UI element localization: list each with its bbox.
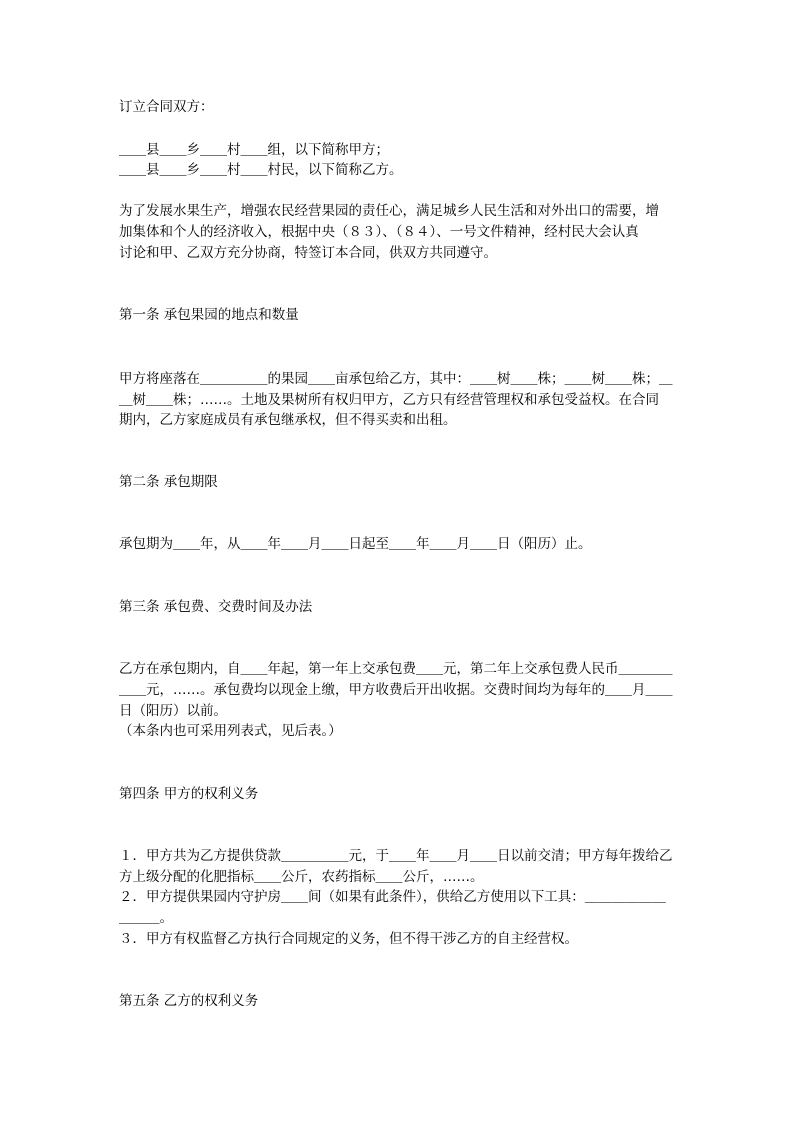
article-2-line: 承包期为＿＿年，从＿＿年＿＿月＿＿日起至＿＿年＿＿月＿＿日（阳历）止。	[119, 536, 592, 552]
article-4-line: ＿＿＿。	[119, 910, 173, 926]
article-2-title: 第二条 承包期限	[119, 474, 218, 490]
article-4-line: ３．甲方有权监督乙方执行合同规定的义务，但不得干涉乙方的自主经营权。	[119, 931, 578, 947]
article-4-line: ２．甲方提供果园内守护房＿＿间（如果有此条件），供给乙方使用以下工具：＿＿＿＿＿＿	[119, 889, 666, 905]
article-3-title: 第三条 承包费、交费时间及办法	[119, 599, 313, 615]
article-4-line: 方上级分配的化肥指标＿＿公斤，农药指标＿＿公斤，……。	[119, 869, 484, 885]
article-1-line: ＿树＿＿株；……。土地及果树所有权归甲方，乙方只有经营管理权和承包受益权。在合同	[119, 392, 659, 408]
article-4-line: １．甲方共为乙方提供贷款＿＿＿＿＿元，于＿＿年＿＿月＿＿日以前交清；甲方每年拨给乙	[119, 848, 673, 864]
preamble-line: 讨论和甲、乙双方充分协商，特签订本合同，供双方共同遵守。	[119, 245, 497, 261]
article-4-title: 第四条 甲方的权利义务	[119, 786, 259, 802]
article-3-line: ＿＿元，……。承包费均以现金上缴，甲方收费后开出收据。交费时间均为每年的＿＿月＿＿	[119, 682, 673, 698]
article-3-line: 日（阳历）以前。	[119, 703, 227, 719]
party-b-line: ＿＿县＿＿乡＿＿村＿＿村民，以下简称乙方。	[119, 162, 403, 178]
preamble-line: 为了发展水果生产，增强农民经营果园的责任心，满足城乡人民生活和对外出口的需要，增	[119, 203, 659, 219]
article-3-line: 乙方在承包期内，自＿＿年起，第一年上交承包费＿＿元，第二年上交承包费人民币＿＿＿＿	[119, 661, 673, 677]
article-5-title: 第五条 乙方的权利义务	[119, 993, 259, 1009]
article-1-line: 甲方将座落在＿＿＿＿＿的果园＿＿亩承包给乙方，其中：＿＿树＿＿株；＿＿树＿＿株；＿	[119, 371, 673, 387]
intro-heading: 订立合同双方：	[119, 99, 214, 115]
preamble-line: 加集体和个人的经济收入，根据中央（８３）、（８４）、一号文件精神，经村民大会认真	[119, 224, 639, 240]
party-a-line: ＿＿县＿＿乡＿＿村＿＿组，以下简称甲方；	[119, 142, 389, 158]
article-1-title: 第一条 承包果园的地点和数量	[119, 307, 299, 323]
article-1-line: 期内，乙方家庭成员有承包继承权，但不得买卖和出租。	[119, 412, 457, 428]
article-3-note: （本条内也可采用列表式，见后表。）	[119, 723, 342, 739]
